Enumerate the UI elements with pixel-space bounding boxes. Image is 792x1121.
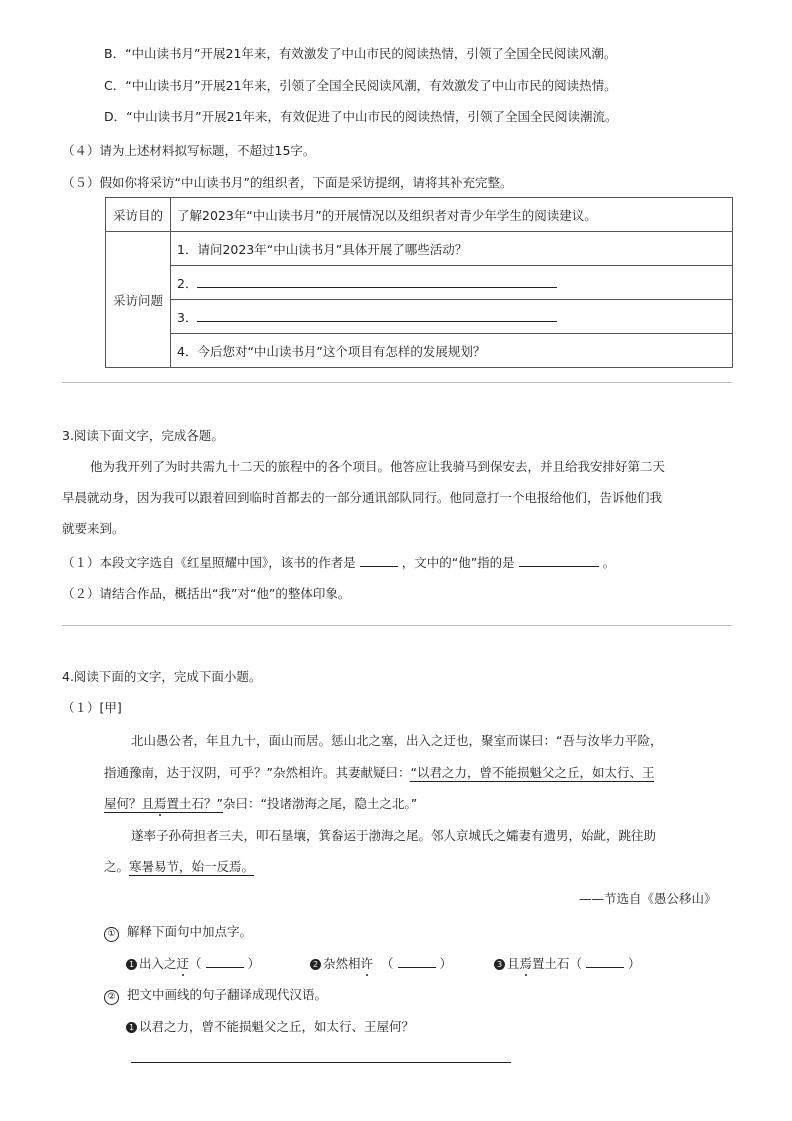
translation-sentence: 以君之力，曾不能损魁父之丘，如太行、王屋何？ bbox=[139, 1019, 415, 1034]
q3-paragraph-line: 早晨就动身，因为我可以跟着回到临时首都去的一部分通讯部队同行。他同意打一个电报给他们，告诉他们我 bbox=[62, 490, 663, 505]
table-row bbox=[106, 266, 733, 300]
passage-line bbox=[104, 857, 254, 875]
table-row bbox=[106, 334, 733, 368]
sub1-text-c: 。 bbox=[602, 555, 616, 570]
underlined-text: 置土石？” bbox=[166, 796, 224, 811]
passage-line: 北山愚公者，年且九十，面山而居。惩山北之塞，出入之迂也，聚室而谋曰：“吾与汝毕力平险， bbox=[131, 733, 663, 748]
q3-paragraph-line: 就要来到。 bbox=[62, 521, 125, 536]
word-text: 置土石（ bbox=[532, 956, 583, 971]
sub-question-5: （５）假如你将采访“中山读书月”的组织者，下面是采访提纲，请将其补充完整。 bbox=[62, 175, 513, 190]
filled-circle-number: 1 bbox=[126, 959, 137, 970]
underlined-sentence: 寒暑易节，始一反焉。 bbox=[129, 859, 255, 874]
q3-paragraph-line: 他为我开列了为时共需九十二天的旅程中的各个项目。他答应让我骑马到保安去，并且给我安排好第二天 bbox=[90, 459, 666, 474]
circle-number-1: ① bbox=[104, 927, 119, 942]
dotted-char: 许 bbox=[360, 956, 374, 971]
dotted-char: 迂 bbox=[176, 956, 190, 971]
filled-circle-number: 3 bbox=[494, 959, 505, 970]
q3-sub-question-2: （２）请结合作品，概括出“我”对“他”的整体印象。 bbox=[62, 586, 351, 601]
word-text: 出入之 bbox=[139, 956, 177, 971]
word-text: ） bbox=[247, 956, 261, 971]
word-text: ） bbox=[628, 956, 641, 971]
passage-text: 杂曰：“投诸渤海之尾，隐土之北。” bbox=[223, 796, 418, 811]
filled-circle-number: 1 bbox=[126, 1022, 137, 1033]
filled-circle-number: 2 bbox=[310, 959, 321, 970]
passage-line bbox=[104, 794, 417, 812]
question-2-number: 2． bbox=[177, 275, 198, 291]
sub1-text-a: （１）本段文字选自《红星照耀中国》，该书的作者是 bbox=[62, 555, 356, 570]
passage-source: ——节选自《愚公移山》 bbox=[579, 891, 717, 906]
question-4-title: 4.阅读下面的文字，完成下面小题。 bbox=[62, 669, 262, 684]
questions-label: 采访问题 bbox=[106, 232, 171, 368]
he-refers-blank[interactable] bbox=[519, 554, 599, 567]
word-text: 杂然相 bbox=[323, 956, 361, 971]
word-text: （ bbox=[189, 956, 202, 971]
word-blank-3[interactable] bbox=[586, 955, 624, 968]
section-divider bbox=[62, 625, 732, 626]
question-3-number: 3． bbox=[177, 309, 198, 325]
word-item-3 bbox=[494, 954, 641, 972]
passage-text: 之。 bbox=[104, 859, 130, 874]
question-3-title: 3.阅读下面文字，完成各题。 bbox=[62, 428, 224, 443]
section-divider bbox=[62, 382, 732, 383]
author-blank[interactable] bbox=[360, 554, 398, 567]
passage-line: 遂率子孙荷担者三夫，叩石垦壤，箕畚运于渤海之尾。邻人京城氏之孀妻有遗男，始龀，跳往助 bbox=[131, 828, 657, 843]
word-item-1 bbox=[126, 954, 260, 972]
interview-question-4: 4．今后您对“中山读书月”这个项目有怎样的发展规划？ bbox=[171, 334, 733, 368]
purpose-label: 采访目的 bbox=[106, 198, 171, 232]
q4-sub-question-1: （１）[甲] bbox=[62, 700, 122, 715]
sub1-text-b: ，文中的“他”指的是 bbox=[401, 555, 515, 570]
table-row bbox=[106, 300, 733, 334]
task-1-text: 解释下面句中加点字。 bbox=[127, 924, 253, 939]
translation-item-1 bbox=[126, 1017, 414, 1035]
interview-outline-table bbox=[105, 197, 733, 368]
interview-question-3 bbox=[171, 300, 733, 334]
passage-line bbox=[104, 763, 654, 781]
option-b: B．“中山读书月”开展21年来，有效激发了中山市民的阅读热情，引领了全国全民阅读风潮。 bbox=[104, 46, 617, 61]
interview-question-1: 1．请问2023年“中山读书月”具体开展了哪些活动？ bbox=[171, 232, 733, 266]
word-blank-2[interactable] bbox=[398, 955, 436, 968]
word-blank-1[interactable] bbox=[206, 955, 244, 968]
underlined-text: 屋何？且 bbox=[104, 796, 155, 811]
dotted-char: 焉 bbox=[154, 796, 167, 811]
underlined-sentence bbox=[104, 796, 223, 813]
purpose-text: 了解2023年“中山读书月”的开展情况以及组织者对青少年学生的阅读建议。 bbox=[171, 198, 733, 232]
dotted-char: 焉 bbox=[519, 956, 533, 971]
task-2 bbox=[104, 985, 327, 1005]
q3-sub-question-1 bbox=[62, 553, 615, 571]
translation-answer-blank[interactable] bbox=[131, 1050, 511, 1063]
task-2-text: 把文中画线的句子翻译成现代汉语。 bbox=[127, 987, 328, 1002]
circle-number-2: ② bbox=[104, 990, 119, 1005]
table-row bbox=[106, 198, 733, 232]
underlined-sentence: “以君之力，曾不能损魁父之丘，如太行、王 bbox=[410, 765, 655, 780]
task-1 bbox=[104, 922, 252, 942]
answer-blank-3[interactable] bbox=[197, 309, 557, 322]
word-text: 且 bbox=[507, 956, 520, 971]
interview-question-2 bbox=[171, 266, 733, 300]
table-row bbox=[106, 232, 733, 266]
option-c: C．“中山读书月”开展21年来，引领了全国全民阅读风潮，有效激发了中山市民的阅读热情。 bbox=[104, 78, 617, 93]
sub-question-4: （４）请为上述材料拟写标题，不超过15字。 bbox=[62, 143, 316, 158]
word-text: ） bbox=[439, 956, 453, 971]
passage-text: 指通豫南，达于汉阴，可乎？”杂然相许。其妻献疑曰： bbox=[104, 765, 411, 780]
word-item-2 bbox=[310, 954, 452, 972]
word-text: （ bbox=[381, 956, 394, 971]
answer-blank-2[interactable] bbox=[197, 275, 557, 288]
option-d: D．“中山读书月”开展21年来，有效促进了中山市民的阅读热情，引领了全国全民阅读潮流。 bbox=[104, 109, 618, 124]
